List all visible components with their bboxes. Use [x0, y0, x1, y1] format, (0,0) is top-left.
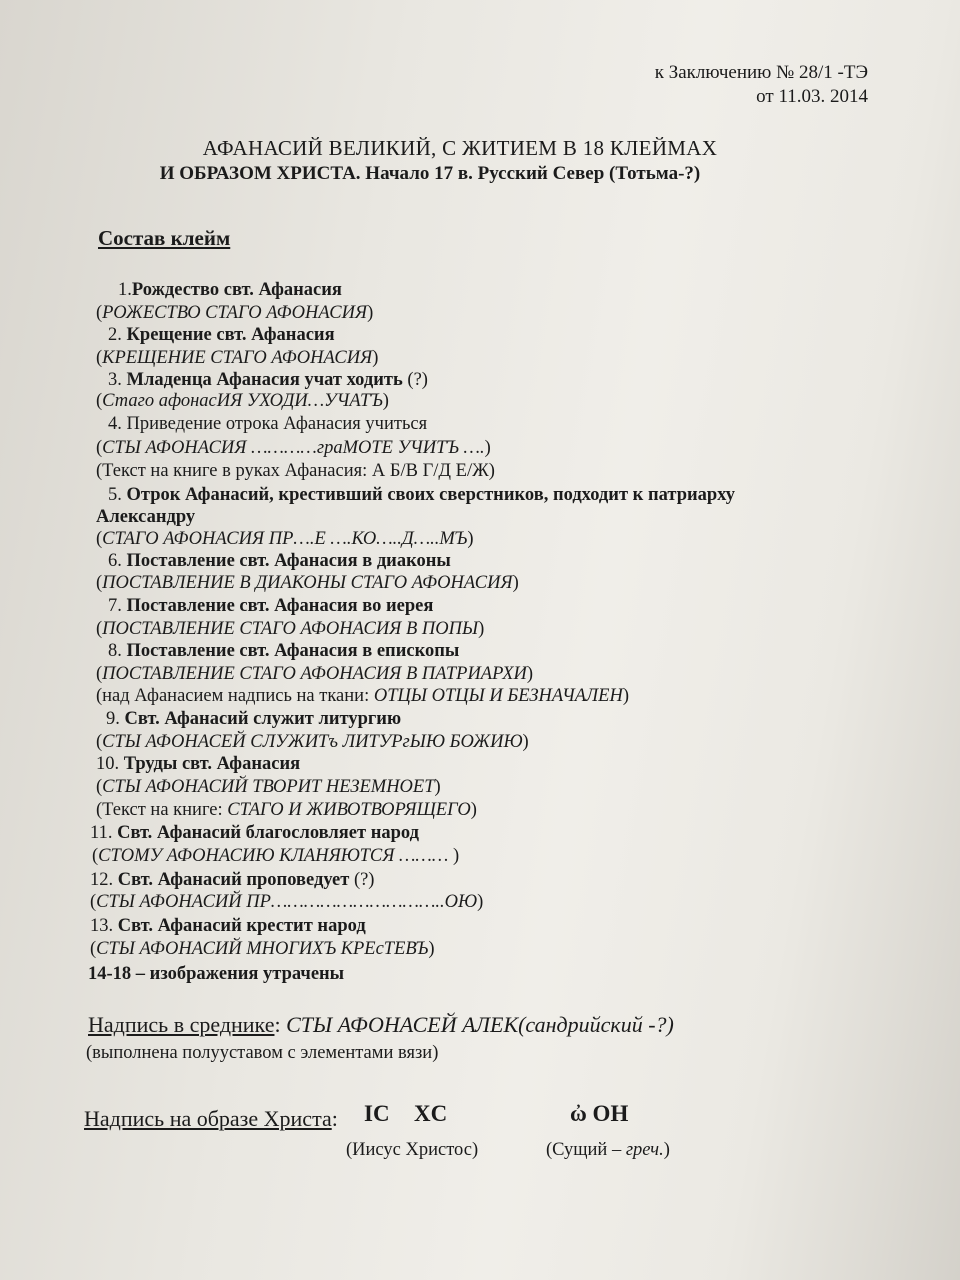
list-item-inscription: (СТЫ АФОНАСЕЙ СЛУЖИТъ ЛИТУРгЫЮ БОЖИЮ)	[96, 732, 529, 752]
section-heading: Состав клейм	[98, 226, 231, 250]
list-item-inscription: (СТЫ АФОНАСИЯ …………граМОТЕ УЧИТЪ ….)	[96, 438, 491, 458]
date-line: от 11.03. 2014	[756, 86, 868, 107]
xc-monogram: XC	[414, 1101, 448, 1126]
list-item-note: (Текст на книге в руках Афанасия: А Б/В Г/Д Е/Ж)	[96, 461, 495, 481]
list-item-inscription: (СТОМУ АФОНАСИЮ КЛАНЯЮТСЯ ……… )	[92, 846, 460, 866]
list-item-inscription: (СТАГО АФОНАСИЯ ПР….Е ….КО…..Д…..МЪ)	[96, 529, 474, 549]
on-note: (Сущий – греч.)	[546, 1140, 670, 1160]
list-item-title: 9. Свт. Афанасий служит литургию	[106, 709, 402, 729]
ic-xc-note: (Иисус Христос)	[346, 1140, 479, 1160]
list-item-title: 2. Крещение свт. Афанасия	[108, 325, 335, 345]
title-line-1: АФАНАСИЙ ВЕЛИКИЙ, С ЖИТИЕМ В 18 КЛЕЙМАХ	[202, 136, 718, 160]
list-item-note: (Текст на книге: СТАГО И ЖИВОТВОРЯЩЕГО)	[96, 800, 477, 820]
center-inscription-note: (выполнена полууставом с элементами вязи)	[86, 1043, 439, 1063]
christ-inscription-label: Надпись на образе Христа:	[84, 1106, 338, 1131]
list-item-inscription: (КРЕЩЕНИЕ СТАГО АФОНАСИЯ)	[96, 348, 379, 368]
list-item-title: 10. Труды свт. Афанасия	[96, 754, 301, 774]
list-item-inscription: (ПОСТАВЛЕНИЕ СТАГО АФОНАСИЯ В ПАТРИАРХИ)	[96, 664, 534, 684]
on-monogram: ὠ ОН	[570, 1101, 629, 1126]
list-item-title: 6. Поставление свт. Афанасия в диаконы	[108, 551, 451, 571]
list-item-title-cont: Александру	[96, 507, 196, 527]
ic-monogram: IC	[364, 1101, 390, 1126]
list-item-title: 8. Поставление свт. Афанасия в епископы	[108, 641, 460, 661]
list-item-inscription: (РОЖЕСТВО СТАГО АФОНАСИЯ)	[96, 303, 374, 323]
lost-images-note: 14-18 – изображения утрачены	[88, 964, 345, 984]
title-line-2: И ОБРАЗОМ ХРИСТА. Начало 17 в. Русский Север (Тотьма-?)	[159, 163, 701, 184]
list-item-inscription: (СТЫ АФОНАСИЙ ПР…………………………..ОЮ)	[90, 892, 484, 912]
list-item-inscription: (СТЫ АФОНАСИЙ ТВОРИТ НЕЗЕМНОЕТ)	[96, 777, 441, 797]
list-item-title: 4. Приведение отрока Афанасия учиться	[108, 414, 428, 434]
list-item-inscription: (Стаго афонасИЯ УХОДИ…УЧАТЪ)	[96, 391, 389, 411]
list-item-inscription: (ПОСТАВЛЕНИЕ В ДИАКОНЫ СТАГО АФОНАСИЯ)	[96, 573, 519, 593]
list-item-title: 7. Поставление свт. Афанасия во иерея	[108, 596, 434, 616]
list-item-title: 13. Свт. Афанасий крестит народ	[90, 916, 366, 936]
list-item-title: 12. Свт. Афанасий проповедует (?)	[90, 870, 375, 890]
list-item-title: 3. Младенца Афанасия учат ходить (?)	[108, 370, 428, 390]
list-item-title: 5. Отрок Афанасий, крестивший своих сверстников, подходит к патриарху	[108, 485, 735, 505]
reference-line: к Заключению № 28/1 -ТЭ	[654, 62, 868, 83]
center-inscription: Надпись в среднике: СТЫ АФОНАСЕЙ АЛЕК(сандрийский -?)	[88, 1012, 674, 1037]
list-item-inscription: (СТЫ АФОНАСИЙ МНОГИХЪ КРЕсТЕВЪ)	[90, 939, 435, 959]
list-item-title: 1.Рождество свт. Афанасия	[118, 280, 342, 300]
list-item-note: (над Афанасием надпись на ткани: ОТЦЫ ОТЦЫ И БЕЗНАЧАЛЕН)	[96, 686, 630, 706]
list-item-inscription: (ПОСТАВЛЕНИЕ СТАГО АФОНАСИЯ В ПОПЫ)	[96, 619, 485, 639]
list-item-title: 11. Свт. Афанасий благословляет народ	[90, 823, 420, 843]
